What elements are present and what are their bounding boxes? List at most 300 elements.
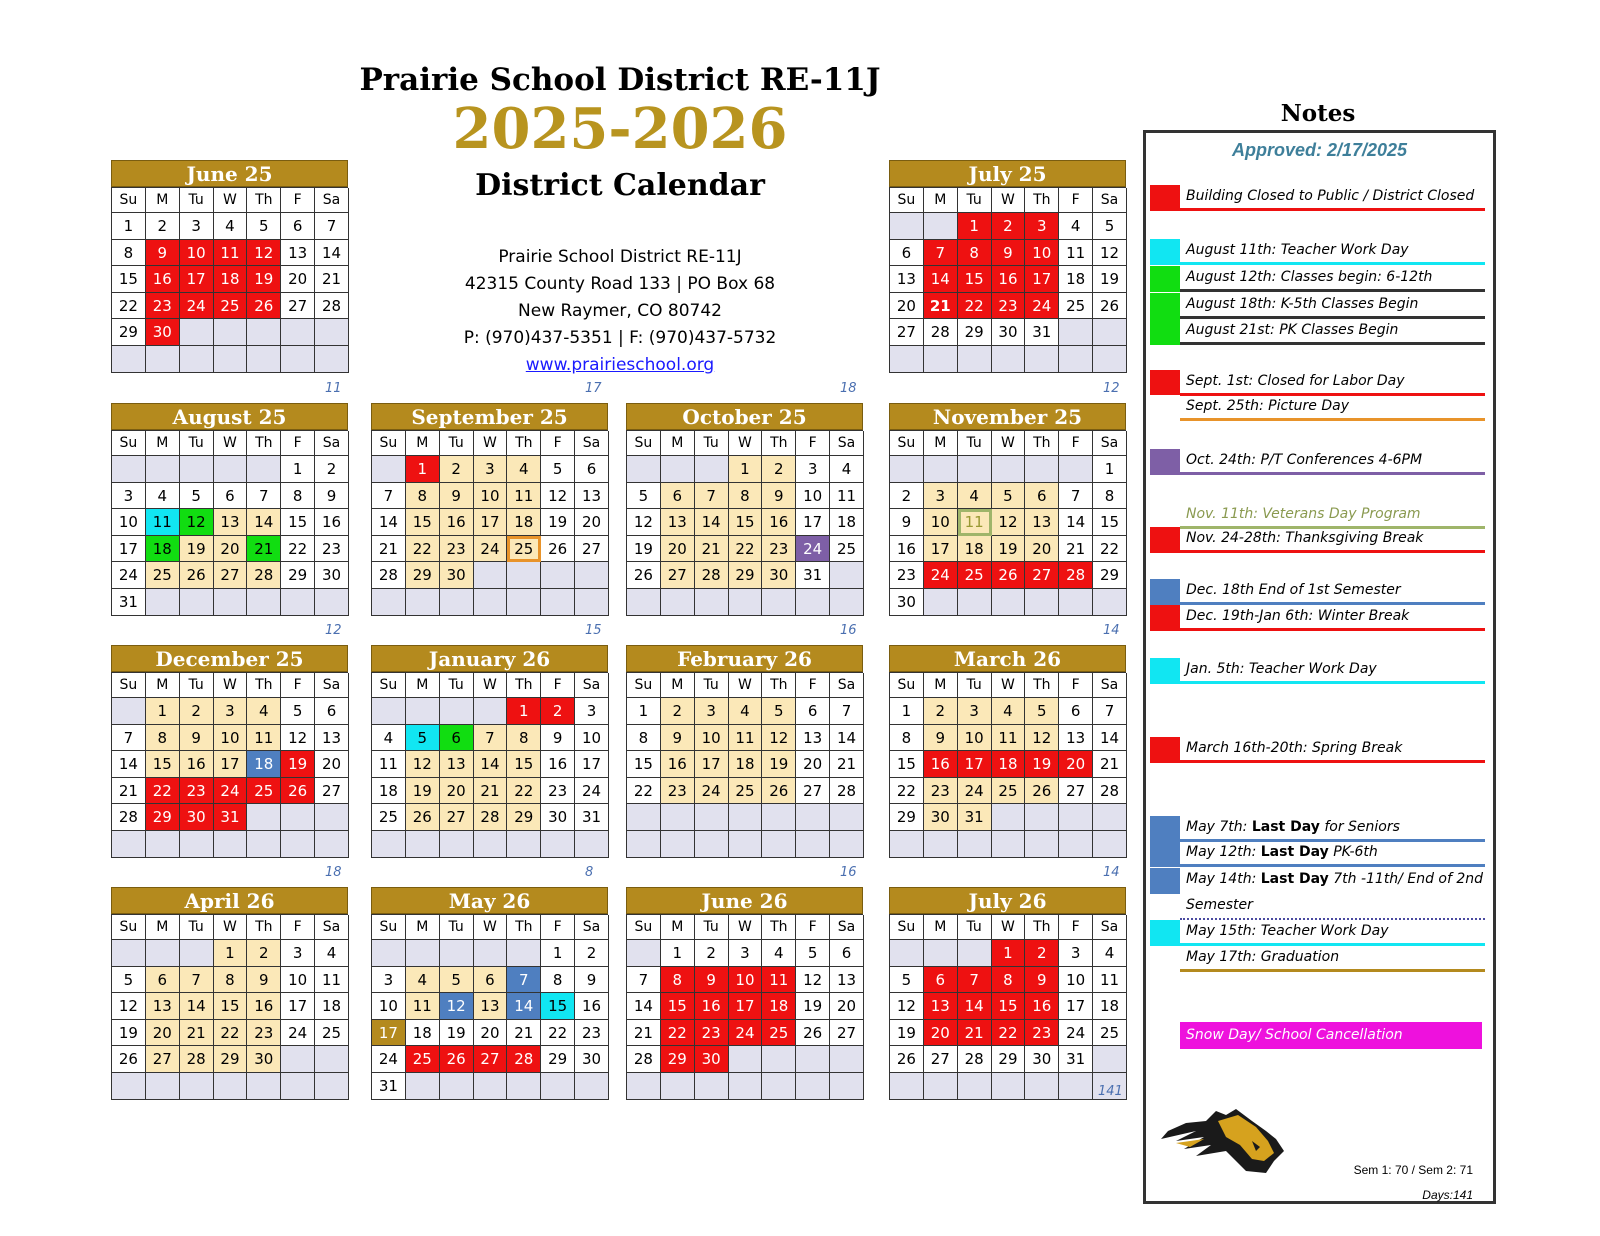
legend-item <box>1150 266 1482 292</box>
month-day-count: 8 <box>585 865 594 880</box>
legend-text: Oct. 24th: P/T Conferences 4-6PM <box>1186 452 1423 468</box>
day-cell: 21 <box>695 536 729 563</box>
day-cell: 23 <box>146 293 180 320</box>
empty-cell <box>406 1073 440 1100</box>
empty-cell <box>729 1046 763 1073</box>
weekday-header: Th <box>507 431 541 456</box>
legend-text: Sept. 1st: Closed for Labor Day <box>1186 373 1405 389</box>
legend-underline <box>1180 342 1485 345</box>
weekday-header: Sa <box>830 431 864 456</box>
day-cell: 27 <box>146 1046 180 1073</box>
day-cell: 1 <box>890 698 924 725</box>
legend-item <box>1150 527 1482 553</box>
month-title: December 25 <box>111 645 348 672</box>
legend-item <box>1150 894 1482 920</box>
day-cell: 31 <box>1025 319 1059 346</box>
day-cell: 7 <box>315 213 349 240</box>
weekday-header: W <box>214 915 248 940</box>
weekday-header: Su <box>112 431 146 456</box>
empty-cell <box>247 804 281 831</box>
empty-cell <box>146 456 180 483</box>
day-cell: 6 <box>315 698 349 725</box>
legend-underline <box>1180 681 1485 684</box>
day-cell: 8 <box>627 725 661 752</box>
day-cell: 3 <box>796 456 830 483</box>
weekday-header: W <box>214 188 248 213</box>
empty-cell <box>474 562 508 589</box>
day-cell: 25 <box>830 536 864 563</box>
day-cell: 27 <box>214 562 248 589</box>
day-cell: 30 <box>440 562 474 589</box>
address-street: 42315 County Road 133 | PO Box 68 <box>464 274 776 294</box>
day-cell: 15 <box>112 266 146 293</box>
empty-cell <box>661 831 695 858</box>
day-cell: 5 <box>247 213 281 240</box>
empty-cell <box>695 456 729 483</box>
day-cell: 27 <box>890 319 924 346</box>
day-cell: 24 <box>695 778 729 805</box>
day-cell: 15 <box>214 993 248 1020</box>
weekday-header: F <box>281 673 315 698</box>
day-cell: 14 <box>112 751 146 778</box>
day-cell: 8 <box>890 725 924 752</box>
empty-cell <box>281 1046 315 1073</box>
empty-cell <box>992 456 1026 483</box>
day-cell: 22 <box>406 536 440 563</box>
month-grid <box>111 187 348 373</box>
empty-cell <box>507 562 541 589</box>
day-cell: 2 <box>315 456 349 483</box>
weekday-header: F <box>796 431 830 456</box>
day-cell: 24 <box>924 562 958 589</box>
day-cell: 9 <box>575 967 609 994</box>
day-cell: 18 <box>247 751 281 778</box>
month-grid <box>371 430 608 616</box>
day-cell: 16 <box>315 509 349 536</box>
day-cell: 9 <box>440 483 474 510</box>
month-title: September 25 <box>371 403 608 430</box>
day-cell: 6 <box>1059 698 1093 725</box>
empty-cell <box>1025 804 1059 831</box>
day-cell: 22 <box>146 778 180 805</box>
day-cell: 11 <box>372 751 406 778</box>
day-cell: 15 <box>406 509 440 536</box>
day-cell: 19 <box>112 1020 146 1047</box>
weekday-header: M <box>924 673 958 698</box>
weekday-header: F <box>1059 431 1093 456</box>
month-june25 <box>111 160 348 373</box>
month-title: April 26 <box>111 887 348 914</box>
day-cell: 21 <box>372 536 406 563</box>
weekday-header: Th <box>762 431 796 456</box>
weekday-header: Sa <box>315 915 349 940</box>
day-cell: 3 <box>214 698 248 725</box>
weekday-header: Tu <box>695 673 729 698</box>
day-cell: 1 <box>992 940 1026 967</box>
day-cell: 29 <box>992 1046 1026 1073</box>
day-cell: 12 <box>247 240 281 267</box>
day-cell: 21 <box>958 1020 992 1047</box>
day-cell: 23 <box>315 536 349 563</box>
weekday-header: Tu <box>440 915 474 940</box>
day-cell: 22 <box>1093 536 1127 563</box>
weekday-header: Sa <box>575 915 609 940</box>
day-cell: 14 <box>695 509 729 536</box>
weekday-header: F <box>796 673 830 698</box>
snow-day-legend: Snow Day/ School Cancellation <box>1180 1022 1482 1049</box>
weekday-header: Su <box>890 673 924 698</box>
legend-item <box>1150 185 1482 211</box>
month-day-count: 12 <box>325 623 342 638</box>
day-cell: 18 <box>372 778 406 805</box>
empty-cell <box>247 346 281 373</box>
approved-date: Approved: 2/17/2025 <box>1231 140 1408 160</box>
day-cell: 21 <box>315 266 349 293</box>
legend-swatch <box>1150 449 1180 475</box>
legend-text: March 16th-20th: Spring Break <box>1186 740 1403 756</box>
day-cell: 21 <box>112 778 146 805</box>
empty-cell <box>281 589 315 616</box>
day-cell: 28 <box>112 804 146 831</box>
month-day-count: 18 <box>325 865 342 880</box>
weekday-header: Sa <box>315 431 349 456</box>
month-oct25 <box>626 403 863 616</box>
empty-cell <box>575 1073 609 1100</box>
day-cell: 12 <box>440 993 474 1020</box>
empty-cell <box>440 940 474 967</box>
weekday-header: Su <box>372 915 406 940</box>
legend-underline <box>1180 289 1485 292</box>
day-cell: 1 <box>958 213 992 240</box>
day-cell: 9 <box>146 240 180 267</box>
empty-cell <box>440 698 474 725</box>
day-cell: 4 <box>315 940 349 967</box>
legend-text: Sept. 25th: Picture Day <box>1186 398 1349 414</box>
month-grid <box>626 672 863 858</box>
day-cell: 2 <box>992 213 1026 240</box>
month-day-count: 16 <box>840 623 857 638</box>
day-cell: 11 <box>214 240 248 267</box>
empty-cell <box>762 1046 796 1073</box>
weekday-header: Su <box>627 673 661 698</box>
day-cell: 1 <box>507 698 541 725</box>
day-cell: 8 <box>661 967 695 994</box>
day-cell: 21 <box>247 536 281 563</box>
weekday-header: M <box>661 673 695 698</box>
day-cell: 27 <box>1025 562 1059 589</box>
legend-swatch <box>1150 239 1180 265</box>
weekday-header: W <box>474 431 508 456</box>
empty-cell <box>661 589 695 616</box>
month-may26 <box>371 887 608 1100</box>
legend-item <box>1150 579 1482 605</box>
day-cell: 3 <box>1059 940 1093 967</box>
empty-cell <box>729 804 763 831</box>
day-cell: 2 <box>146 213 180 240</box>
empty-cell <box>474 1073 508 1100</box>
day-cell: 18 <box>214 266 248 293</box>
day-cell: 26 <box>1093 293 1127 320</box>
day-cell: 1 <box>627 698 661 725</box>
weekday-header: Th <box>507 915 541 940</box>
day-cell: 13 <box>1025 509 1059 536</box>
day-cell: 1 <box>146 698 180 725</box>
weekday-header: W <box>992 673 1026 698</box>
day-cell: 6 <box>924 967 958 994</box>
day-cell: 16 <box>541 751 575 778</box>
day-cell: 6 <box>661 483 695 510</box>
month-title: May 26 <box>371 887 608 914</box>
weekday-header: F <box>541 915 575 940</box>
day-cell: 10 <box>575 725 609 752</box>
empty-cell <box>796 831 830 858</box>
day-cell: 26 <box>180 562 214 589</box>
day-cell: 26 <box>762 778 796 805</box>
day-cell: 13 <box>796 725 830 752</box>
empty-cell <box>1093 831 1127 858</box>
legend-item <box>1150 868 1482 894</box>
day-cell: 26 <box>992 562 1026 589</box>
empty-cell <box>214 589 248 616</box>
legend-swatch <box>1150 293 1180 319</box>
weekday-header: Th <box>1025 188 1059 213</box>
day-cell: 13 <box>281 240 315 267</box>
day-cell: 24 <box>281 1020 315 1047</box>
day-cell: 10 <box>214 725 248 752</box>
empty-cell <box>958 831 992 858</box>
day-cell: 4 <box>146 483 180 510</box>
day-cell: 27 <box>315 778 349 805</box>
day-cell: 17 <box>214 751 248 778</box>
empty-cell <box>315 319 349 346</box>
empty-cell <box>890 831 924 858</box>
weekday-header: W <box>474 915 508 940</box>
day-cell: 6 <box>575 456 609 483</box>
weekday-header: M <box>146 188 180 213</box>
day-cell: 14 <box>924 266 958 293</box>
day-cell: 25 <box>247 778 281 805</box>
day-cell: 11 <box>247 725 281 752</box>
day-cell: 27 <box>440 804 474 831</box>
legend-text: Dec. 18th End of 1st Semester <box>1186 582 1401 598</box>
address-phone: P: (970)437-5351 | F: (970)437-5732 <box>463 328 777 348</box>
day-cell: 11 <box>729 725 763 752</box>
day-cell: 23 <box>695 1020 729 1047</box>
total-days: Days:141 <box>1422 1188 1473 1202</box>
day-cell: 27 <box>830 1020 864 1047</box>
day-cell: 15 <box>627 751 661 778</box>
empty-cell <box>958 940 992 967</box>
empty-cell <box>796 804 830 831</box>
empty-cell <box>372 456 406 483</box>
weekday-header: F <box>281 431 315 456</box>
legend-swatch <box>1150 605 1180 631</box>
day-cell: 2 <box>440 456 474 483</box>
day-cell: 20 <box>440 778 474 805</box>
legend-underline <box>1180 969 1485 972</box>
weekday-header: W <box>729 915 763 940</box>
day-cell: 22 <box>661 1020 695 1047</box>
day-cell: 18 <box>1093 993 1127 1020</box>
empty-cell <box>507 589 541 616</box>
day-cell: 24 <box>729 1020 763 1047</box>
legend-swatch <box>1150 185 1180 211</box>
address-city: New Raymer, CO 80742 <box>518 301 722 321</box>
day-cell: 17 <box>1059 993 1093 1020</box>
day-cell: 19 <box>281 751 315 778</box>
empty-cell <box>541 562 575 589</box>
day-cell: 30 <box>180 804 214 831</box>
day-cell: 2 <box>247 940 281 967</box>
month-title: July 26 <box>889 887 1126 914</box>
day-cell: 20 <box>796 751 830 778</box>
day-cell: 24 <box>958 778 992 805</box>
month-title: March 26 <box>889 645 1126 672</box>
day-cell: 7 <box>830 698 864 725</box>
empty-cell <box>627 831 661 858</box>
empty-cell <box>1059 456 1093 483</box>
empty-cell <box>180 319 214 346</box>
day-cell: 9 <box>695 967 729 994</box>
empty-cell <box>315 831 349 858</box>
day-cell: 7 <box>1059 483 1093 510</box>
day-cell: 25 <box>315 1020 349 1047</box>
empty-cell <box>247 1073 281 1100</box>
empty-cell <box>180 456 214 483</box>
weekday-header: W <box>729 431 763 456</box>
legend-item <box>1150 293 1482 319</box>
day-cell: 22 <box>214 1020 248 1047</box>
weekday-header: Th <box>762 915 796 940</box>
day-cell: 20 <box>1025 536 1059 563</box>
day-cell: 5 <box>762 698 796 725</box>
day-cell: 23 <box>992 293 1026 320</box>
weekday-header: M <box>146 431 180 456</box>
empty-cell <box>958 456 992 483</box>
legend-swatch <box>1150 527 1180 553</box>
empty-cell <box>180 831 214 858</box>
empty-cell <box>474 589 508 616</box>
empty-cell <box>180 940 214 967</box>
weekday-header: Tu <box>958 431 992 456</box>
calendar-subtitle: District Calendar <box>475 168 765 203</box>
empty-cell <box>315 804 349 831</box>
empty-cell <box>924 940 958 967</box>
weekday-header: Sa <box>575 431 609 456</box>
empty-cell <box>112 698 146 725</box>
weekday-header: Sa <box>1093 673 1127 698</box>
day-cell: 29 <box>541 1046 575 1073</box>
empty-cell <box>315 589 349 616</box>
day-cell: 28 <box>180 1046 214 1073</box>
weekday-header: Su <box>372 431 406 456</box>
day-cell: 21 <box>627 1020 661 1047</box>
empty-cell <box>661 1073 695 1100</box>
day-cell: 13 <box>890 266 924 293</box>
legend-swatch <box>1150 920 1180 946</box>
day-cell: 5 <box>627 483 661 510</box>
empty-cell <box>830 831 864 858</box>
weekday-header: M <box>406 673 440 698</box>
empty-cell <box>890 940 924 967</box>
day-cell: 26 <box>1025 778 1059 805</box>
legend-swatch <box>1150 841 1180 867</box>
day-cell: 29 <box>112 319 146 346</box>
empty-cell <box>146 1073 180 1100</box>
empty-cell <box>146 940 180 967</box>
legend-swatch <box>1150 894 1180 920</box>
legend-swatch <box>1150 737 1180 763</box>
empty-cell <box>1093 346 1127 373</box>
day-cell: 21 <box>1093 751 1127 778</box>
day-cell: 28 <box>830 778 864 805</box>
legend-item <box>1150 319 1482 345</box>
empty-cell <box>247 456 281 483</box>
empty-cell <box>695 589 729 616</box>
day-cell: 7 <box>372 483 406 510</box>
day-cell: 17 <box>1025 266 1059 293</box>
weekday-header: Su <box>890 188 924 213</box>
day-cell: 31 <box>796 562 830 589</box>
legend-swatch <box>1150 868 1180 894</box>
day-cell: 28 <box>1059 562 1093 589</box>
legend-item <box>1150 946 1482 972</box>
day-cell: 29 <box>958 319 992 346</box>
day-cell: 28 <box>924 319 958 346</box>
day-cell: 5 <box>406 725 440 752</box>
day-cell: 6 <box>796 698 830 725</box>
weekday-header: Th <box>247 915 281 940</box>
website-link[interactable]: www.prairieschool.org <box>525 355 715 375</box>
day-cell: 1 <box>112 213 146 240</box>
day-cell: 20 <box>661 536 695 563</box>
day-cell: 12 <box>796 967 830 994</box>
day-cell: 28 <box>372 562 406 589</box>
day-cell: 3 <box>575 698 609 725</box>
day-cell: 2 <box>762 456 796 483</box>
month-day-count: 14 <box>1103 865 1120 880</box>
day-cell: 20 <box>1059 751 1093 778</box>
weekday-header: F <box>1059 915 1093 940</box>
notes-panel <box>1143 130 1496 1204</box>
day-cell: 25 <box>1059 293 1093 320</box>
empty-cell <box>958 346 992 373</box>
day-cell: 25 <box>762 1020 796 1047</box>
legend-text: May 12th: Last Day PK-6th <box>1186 844 1378 860</box>
day-cell: 20 <box>830 993 864 1020</box>
day-cell: 27 <box>474 1046 508 1073</box>
day-cell: 22 <box>281 536 315 563</box>
day-cell: 25 <box>1093 1020 1127 1047</box>
legend-item <box>1150 395 1482 421</box>
weekday-header: M <box>406 915 440 940</box>
day-cell: 31 <box>1059 1046 1093 1073</box>
legend-item <box>1150 841 1482 867</box>
empty-cell <box>406 831 440 858</box>
day-cell: 11 <box>762 967 796 994</box>
day-cell: 19 <box>1093 266 1127 293</box>
month-day-count: 15 <box>585 623 602 638</box>
day-cell: 29 <box>146 804 180 831</box>
day-cell: 12 <box>1025 725 1059 752</box>
empty-cell <box>281 804 315 831</box>
month-dec25 <box>111 645 348 858</box>
mustang-logo-icon <box>1156 1101 1286 1176</box>
day-cell: 20 <box>214 536 248 563</box>
empty-cell <box>1059 804 1093 831</box>
day-cell: 25 <box>992 778 1026 805</box>
day-cell: 25 <box>372 804 406 831</box>
